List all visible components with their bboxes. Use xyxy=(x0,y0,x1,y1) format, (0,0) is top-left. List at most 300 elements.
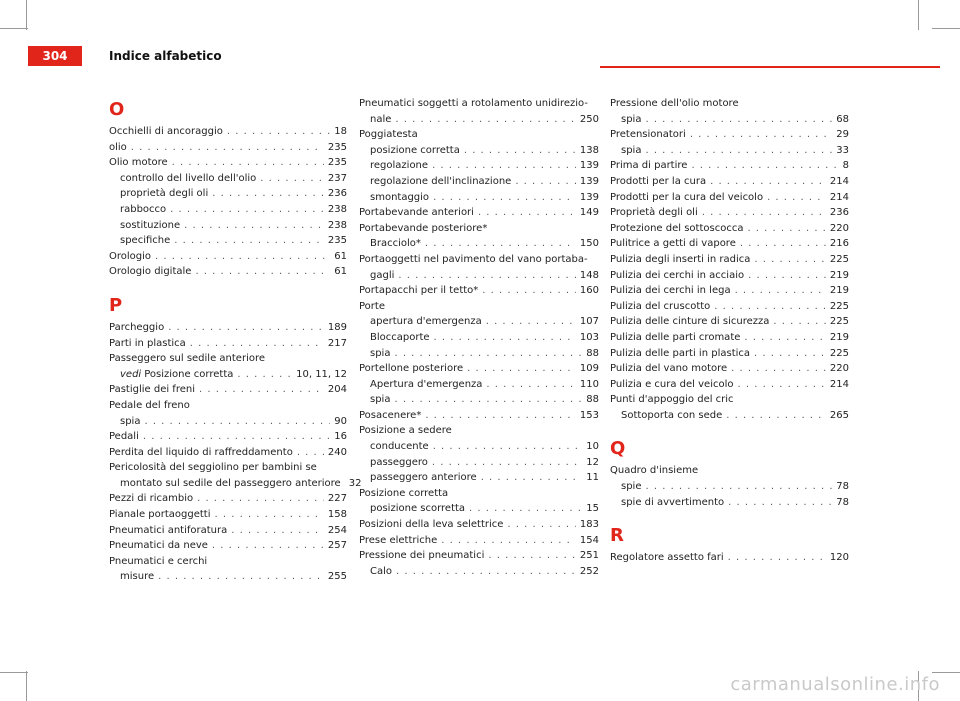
entry-text: posizione corretta xyxy=(370,144,460,156)
index-entry xyxy=(359,470,599,486)
entry-page: 78 xyxy=(836,481,849,493)
index-entry xyxy=(109,233,347,249)
entry-page: 148 xyxy=(579,269,599,281)
dot-leader xyxy=(726,408,826,424)
index-entry xyxy=(359,564,599,580)
index-entry xyxy=(359,330,599,346)
entry-text: controllo del livello dell'olio xyxy=(120,172,257,184)
index-entry xyxy=(359,533,599,549)
entry-text: Pressione dei pneumatici xyxy=(359,550,485,562)
entry-page: 255 xyxy=(327,571,347,583)
index-entry xyxy=(359,408,599,424)
index-entry xyxy=(109,367,347,383)
dot-leader xyxy=(190,336,324,352)
entry-text: passeggero xyxy=(370,456,428,468)
entry-page: 68 xyxy=(836,113,849,125)
entry-page: 219 xyxy=(829,285,849,297)
entry-page: 158 xyxy=(327,509,347,521)
entry-text: Pulizia e cura del veicolo xyxy=(610,378,734,390)
index-entry xyxy=(359,190,599,206)
dot-leader xyxy=(425,236,576,252)
index-entry xyxy=(109,523,347,539)
dot-leader xyxy=(645,143,832,159)
entry-page: 238 xyxy=(327,203,347,215)
dot-leader xyxy=(174,233,324,249)
index-entry xyxy=(359,236,599,252)
entry-text: Pneumatici da neve xyxy=(109,540,208,552)
entry-text: Pulizia delle cinture di sicurezza xyxy=(610,316,770,328)
section-letter: Q xyxy=(610,438,626,460)
index-entry xyxy=(359,501,599,517)
dot-leader xyxy=(395,112,576,128)
dot-leader xyxy=(172,155,324,171)
crop-mark xyxy=(932,672,960,673)
dot-leader xyxy=(168,320,324,336)
index-entry xyxy=(359,268,599,284)
index-entry xyxy=(109,336,347,352)
index-heading: Punti d'appoggio del cric xyxy=(610,394,734,406)
entry-page: 257 xyxy=(327,540,347,552)
entry-page: 10 xyxy=(586,441,599,453)
entry-text: Prima di partire xyxy=(610,160,688,172)
index-entry xyxy=(109,445,347,461)
dot-leader xyxy=(645,112,832,128)
entry-page: 204 xyxy=(327,384,347,396)
entry-text: regolazione dell'inclinazione xyxy=(370,175,512,187)
entry-text: specifiche xyxy=(120,235,171,247)
entry-page: 216 xyxy=(829,238,849,250)
entry-page: 189 xyxy=(327,321,347,333)
dot-leader xyxy=(212,186,324,202)
entry-text: Occhielli di ancoraggio xyxy=(109,126,223,137)
entry-text: Proprietà degli oli xyxy=(610,207,698,219)
index-entry xyxy=(109,414,347,430)
dot-leader xyxy=(767,190,826,206)
entry-text: Parcheggio xyxy=(109,321,165,333)
entry-text: montato sul sedile del passeggero anteriore xyxy=(120,477,341,489)
dot-leader xyxy=(260,171,324,187)
dot-leader xyxy=(486,314,576,330)
index-entry xyxy=(359,205,599,221)
index-entry xyxy=(610,550,849,566)
entry-page: 225 xyxy=(829,253,849,265)
dot-leader xyxy=(425,408,576,424)
index-entry xyxy=(109,171,347,187)
index-entry xyxy=(610,174,849,190)
entry-page: 150 xyxy=(579,238,599,250)
dot-leader xyxy=(690,127,832,143)
entry-page: 225 xyxy=(829,316,849,328)
entry-page: 154 xyxy=(579,534,599,546)
dot-leader xyxy=(297,445,324,461)
index-heading: Pneumatici soggetti a rotolamento unidirezio- xyxy=(359,98,588,109)
index-entry xyxy=(109,538,347,554)
section-letter: P xyxy=(109,294,123,316)
crop-mark xyxy=(918,0,919,30)
index-entry xyxy=(109,202,347,218)
index-entry xyxy=(109,264,347,280)
entry-page: 12 xyxy=(586,456,599,468)
index-entry xyxy=(359,143,599,159)
index-entry xyxy=(610,268,849,284)
index-entry xyxy=(610,252,849,268)
entry-text: sostituzione xyxy=(120,219,181,231)
dot-leader xyxy=(747,221,825,237)
dot-leader xyxy=(215,507,324,523)
index-entry xyxy=(610,314,849,330)
entry-page: 214 xyxy=(829,191,849,203)
crop-mark xyxy=(932,28,960,29)
index-entry xyxy=(610,479,849,495)
entry-text: Bracciolo* xyxy=(370,238,421,250)
entry-text: spia xyxy=(621,113,642,125)
entry-text: Pianale portaoggetti xyxy=(109,509,211,521)
entry-text: Orologio digitale xyxy=(109,266,192,278)
entry-text: nale xyxy=(370,113,392,125)
dot-leader xyxy=(394,392,582,408)
index-heading: Portaoggetti nel pavimento del vano portaba- xyxy=(359,253,588,265)
entry-text: Portellone posteriore xyxy=(359,363,464,375)
index-entry xyxy=(359,377,599,393)
entry-text: Posizione corretta xyxy=(144,368,234,380)
entry-page: 252 xyxy=(579,565,599,577)
index-entry xyxy=(610,283,849,299)
index-entry xyxy=(610,408,849,424)
entry-page: 235 xyxy=(327,141,347,153)
entry-text: regolazione xyxy=(370,160,429,172)
entry-page: 219 xyxy=(829,331,849,343)
dot-leader xyxy=(195,264,330,280)
entry-page: 11 xyxy=(586,472,599,484)
entry-page: 103 xyxy=(579,331,599,343)
index-heading: Passeggero sul sedile anteriore xyxy=(109,353,266,365)
entry-page: 235 xyxy=(327,157,347,169)
entry-page: 88 xyxy=(586,394,599,406)
entry-page: 139 xyxy=(579,191,599,203)
dot-leader xyxy=(691,158,838,174)
entry-page: 139 xyxy=(579,160,599,172)
entry-text: Pedali xyxy=(109,431,139,443)
entry-page: 250 xyxy=(579,113,599,125)
entry-page: 29 xyxy=(836,129,849,141)
dot-leader xyxy=(184,218,324,234)
entry-page: 8 xyxy=(842,160,849,172)
dot-leader xyxy=(144,414,330,430)
index-entry xyxy=(610,143,849,159)
entry-page: 236 xyxy=(829,207,849,219)
entry-text: Prese elettriche xyxy=(359,534,438,546)
dot-leader xyxy=(170,202,324,218)
entry-page: 61 xyxy=(334,266,347,278)
page-number: 304 xyxy=(28,46,82,66)
index-heading: Portabevande posteriore* xyxy=(359,222,488,234)
entry-page: 149 xyxy=(579,207,599,219)
entry-text: Pulizia delle parti cromate xyxy=(610,331,741,343)
dot-leader xyxy=(433,190,576,206)
dot-leader xyxy=(488,548,576,564)
header-rule xyxy=(600,66,940,68)
entry-page: 225 xyxy=(829,300,849,312)
entry-text: misure xyxy=(120,571,155,583)
dot-leader xyxy=(469,501,582,517)
index-entry xyxy=(109,569,347,585)
entry-page: 217 xyxy=(327,337,347,349)
dot-leader xyxy=(396,564,576,580)
dot-leader xyxy=(197,491,324,507)
dot-leader xyxy=(486,377,575,393)
index-entry xyxy=(109,249,347,265)
entry-page: 254 xyxy=(327,524,347,536)
dot-leader xyxy=(441,533,576,549)
index-entry xyxy=(109,491,347,507)
index-entry xyxy=(109,507,347,523)
dot-leader xyxy=(394,346,582,362)
section-letter: R xyxy=(610,525,624,547)
entry-text: Posizioni della leva selettrice xyxy=(359,519,504,531)
entry-text: gagli xyxy=(370,269,395,281)
entry-text: Pezzi di ricambio xyxy=(109,493,194,505)
index-column-2 xyxy=(359,96,599,579)
index-entry xyxy=(610,330,849,346)
dot-leader xyxy=(748,268,826,284)
entry-text: Pulizia del cruscotto xyxy=(610,300,711,312)
dot-leader xyxy=(212,538,324,554)
dot-leader xyxy=(464,143,576,159)
entry-page: 214 xyxy=(829,378,849,390)
index-entry xyxy=(610,158,849,174)
entry-text: Sottoporta con sede xyxy=(621,409,723,421)
dot-leader xyxy=(231,523,324,539)
index-entry xyxy=(610,221,849,237)
entry-text: Portapacchi per il tetto* xyxy=(359,285,479,297)
dot-leader xyxy=(740,236,826,252)
entry-page: 225 xyxy=(829,347,849,359)
section-letter: O xyxy=(109,99,125,120)
entry-page: 265 xyxy=(829,409,849,421)
index-entry xyxy=(610,361,849,377)
index-entry xyxy=(610,112,849,128)
dot-leader xyxy=(754,346,826,362)
entry-page: 78 xyxy=(836,496,849,508)
entry-text: Orologio xyxy=(109,250,152,262)
entry-page: 33 xyxy=(836,144,849,156)
page-title: Indice alfabetico xyxy=(109,49,222,63)
dot-leader xyxy=(773,314,826,330)
index-entry xyxy=(359,548,599,564)
index-column-1 xyxy=(109,96,362,585)
dot-leader xyxy=(199,382,324,398)
index-entry xyxy=(109,155,347,171)
entry-text: Prodotti per la cura del veicolo xyxy=(610,191,764,203)
entry-text: Calo xyxy=(370,565,393,577)
entry-text: spia xyxy=(370,394,391,406)
entry-text: Pulizia dei cerchi in acciaio xyxy=(610,269,745,281)
entry-text: Pneumatici antiforatura xyxy=(109,524,228,536)
dot-leader xyxy=(710,174,826,190)
entry-page: 61 xyxy=(334,250,347,262)
index-heading: Posizione corretta xyxy=(359,487,449,499)
dot-leader xyxy=(728,495,832,511)
index-entry xyxy=(359,283,599,299)
entry-text: Posacenere* xyxy=(359,409,422,421)
dot-leader xyxy=(143,429,330,445)
dot-leader xyxy=(507,517,575,533)
index-entry xyxy=(359,174,599,190)
crop-mark xyxy=(0,672,28,673)
entry-text: Pulizia degli inserti in radica xyxy=(610,253,751,265)
index-entry xyxy=(109,124,347,140)
crop-mark xyxy=(26,0,27,30)
index-entry xyxy=(109,320,347,336)
index-entry xyxy=(109,140,347,156)
crop-mark xyxy=(0,28,28,29)
index-entry xyxy=(359,158,599,174)
dot-leader xyxy=(735,283,826,299)
entry-text: spia xyxy=(370,347,391,359)
entry-text: Portabevande anteriori xyxy=(359,207,474,219)
entry-page: 88 xyxy=(586,347,599,359)
entry-page: 90 xyxy=(334,415,347,427)
index-entry xyxy=(359,439,599,455)
index-entry xyxy=(610,190,849,206)
index-entry xyxy=(610,236,849,252)
index-entry xyxy=(109,429,347,445)
entry-text: spie xyxy=(621,481,642,493)
see-reference: vedi xyxy=(120,368,142,380)
entry-text: conducente xyxy=(370,441,429,453)
entry-page: 18 xyxy=(334,126,347,137)
entry-text: Pulizia delle parti in plastica xyxy=(610,347,751,359)
index-heading: Posizione a sedere xyxy=(359,425,452,437)
index-entry xyxy=(359,112,599,128)
entry-text: posizione scorretta xyxy=(370,503,466,515)
index-entry xyxy=(610,299,849,315)
index-entry xyxy=(610,205,849,221)
entry-text: Prodotti per la cura xyxy=(610,175,707,187)
index-entry xyxy=(109,382,347,398)
index-entry xyxy=(359,392,599,408)
entry-page: 120 xyxy=(829,552,849,564)
index-entry xyxy=(359,455,599,471)
entry-page: 32 xyxy=(348,477,362,489)
dot-leader xyxy=(432,455,582,471)
dot-leader xyxy=(158,569,324,585)
entry-text: smontaggio xyxy=(370,191,430,203)
dot-leader xyxy=(738,377,826,393)
dot-leader xyxy=(433,439,583,455)
entry-text: Regolatore assetto fari xyxy=(610,552,724,564)
index-entry xyxy=(610,346,849,362)
dot-leader xyxy=(515,174,576,190)
dot-leader xyxy=(227,124,330,140)
dot-leader xyxy=(478,205,576,221)
dot-leader xyxy=(434,330,576,346)
index-entry xyxy=(359,346,599,362)
entry-page: 220 xyxy=(829,222,849,234)
dot-leader xyxy=(744,330,826,346)
index-heading: Pedale del freno xyxy=(109,399,190,411)
entry-page: 238 xyxy=(327,219,347,231)
entry-page: 110 xyxy=(579,378,599,390)
entry-page: 240 xyxy=(327,446,347,458)
entry-text: passeggero anteriore xyxy=(370,472,477,484)
entry-page: 10, 11, 12 xyxy=(296,368,347,380)
entry-text: Pulizia dei cerchi in lega xyxy=(610,285,731,297)
index-entry xyxy=(359,517,599,533)
index-entry xyxy=(610,127,849,143)
entry-page: 214 xyxy=(829,175,849,187)
watermark: carmanualsonline.info xyxy=(730,674,940,695)
entry-text: spie di avvertimento xyxy=(621,496,725,508)
index-heading: Pericolosità del seggiolino per bambini se xyxy=(109,462,317,474)
entry-text: Pulitrice a getti di vapore xyxy=(610,238,736,250)
index-heading: Quadro d'insieme xyxy=(610,465,699,477)
entry-text: rabbocco xyxy=(120,203,167,215)
entry-page: 153 xyxy=(579,409,599,421)
entry-text: spia xyxy=(120,415,141,427)
crop-mark xyxy=(26,671,27,701)
entry-text: Olio motore xyxy=(109,157,168,169)
entry-text: Bloccaporte xyxy=(370,331,430,343)
entry-page: 237 xyxy=(327,172,347,184)
index-heading: Poggiatesta xyxy=(359,129,418,141)
dot-leader xyxy=(155,249,330,265)
entry-text: Perdita del liquido di raffreddamento xyxy=(109,446,293,458)
dot-leader xyxy=(481,470,583,486)
index-entry xyxy=(359,361,599,377)
index-entry xyxy=(359,314,599,330)
entry-page: 251 xyxy=(579,550,599,562)
dot-leader xyxy=(237,367,292,383)
index-entry xyxy=(610,377,849,393)
index-column-3 xyxy=(610,96,849,566)
dot-leader xyxy=(432,158,576,174)
dot-leader xyxy=(467,361,576,377)
index-heading: Pneumatici e cerchi xyxy=(109,555,208,567)
entry-page: 15 xyxy=(586,503,599,515)
index-entry xyxy=(109,218,347,234)
entry-text: proprietà degli oli xyxy=(120,188,209,200)
entry-page: 160 xyxy=(579,285,599,297)
entry-page: 227 xyxy=(327,493,347,505)
entry-page: 109 xyxy=(579,363,599,375)
entry-page: 183 xyxy=(579,519,599,531)
entry-text: Pretensionatori xyxy=(610,129,686,141)
entry-page: 219 xyxy=(829,269,849,281)
entry-page: 138 xyxy=(579,144,599,156)
dot-leader xyxy=(702,205,826,221)
index-entry xyxy=(109,186,347,202)
entry-page: 236 xyxy=(327,188,347,200)
dot-leader xyxy=(731,361,826,377)
entry-text: apertura d'emergenza xyxy=(370,316,482,328)
dot-leader xyxy=(728,550,826,566)
entry-text: Pulizia del vano motore xyxy=(610,363,728,375)
entry-page: 235 xyxy=(327,235,347,247)
entry-page: 220 xyxy=(829,363,849,375)
entry-page: 107 xyxy=(579,316,599,328)
entry-text: Parti in plastica xyxy=(109,337,186,349)
entry-page: 139 xyxy=(579,175,599,187)
entry-page: 16 xyxy=(334,431,347,443)
dot-leader xyxy=(714,299,826,315)
entry-text: olio xyxy=(109,141,127,153)
dot-leader xyxy=(398,268,576,284)
entry-text: Pastiglie dei freni xyxy=(109,384,195,396)
dot-leader xyxy=(754,252,825,268)
entry-text: Protezione del sottoscocca xyxy=(610,222,744,234)
dot-leader xyxy=(482,283,576,299)
